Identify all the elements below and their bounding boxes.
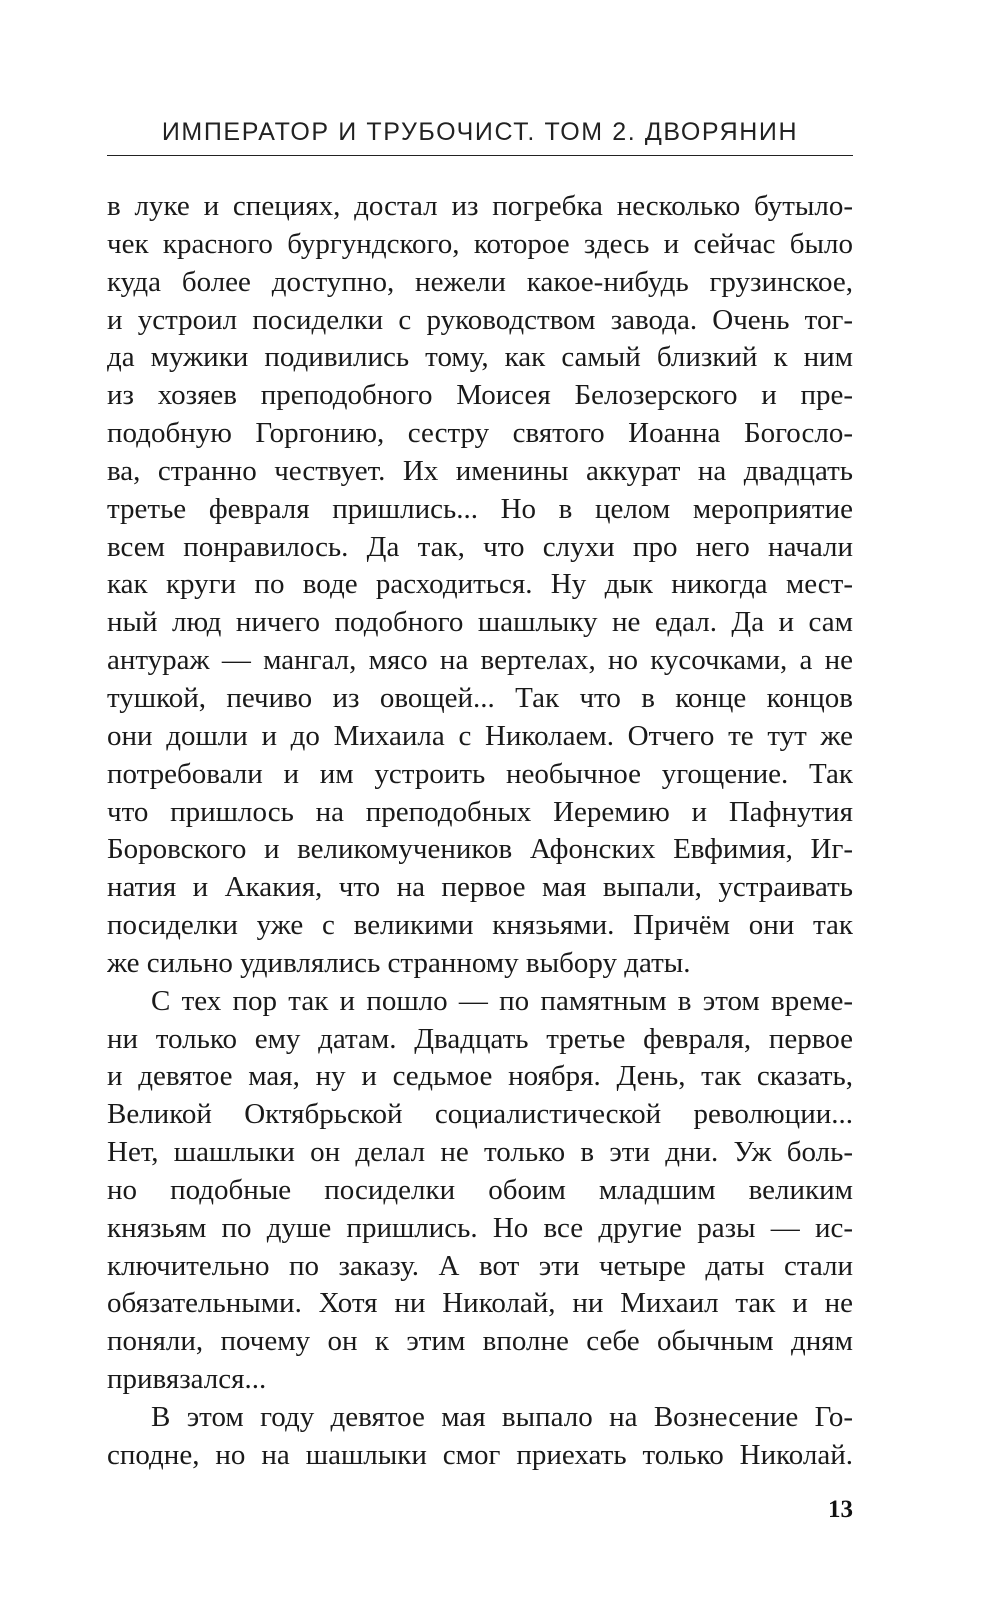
text-line: но подобные посиделки обоим младшим великим bbox=[107, 1173, 853, 1206]
text-line: привязался... bbox=[107, 1363, 267, 1396]
running-head-title: ИМПЕРАТОР И ТРУБОЧИСТ. ТОМ 2. ДВОРЯНИН bbox=[161, 118, 799, 146]
text-line: Нет, шашлыки он делал не только в эти дни. Уж боль- bbox=[107, 1136, 853, 1169]
text-line: натия и Акакия, что на первое мая выпали, устраивать bbox=[107, 871, 853, 904]
text-line: из хозяев преподобного Моисея Белозерского и пре- bbox=[107, 379, 853, 412]
header-rule bbox=[107, 155, 853, 156]
text-line: ни только ему датам. Двадцать третье февраля, первое bbox=[107, 1022, 853, 1055]
text-line: поняли, почему он к этим вполне себе обычным дням bbox=[107, 1325, 853, 1358]
text-line: что пришлось на преподобных Иеремию и Пафнутия bbox=[107, 795, 853, 828]
text-line: ный люд ничего подобного шашлыку не едал. Да и сам bbox=[107, 606, 853, 639]
text-line: и устроил посиделки с руководством завода. Очень тог- bbox=[107, 303, 853, 336]
text-line: да мужики подивились тому, как самый близкий к ним bbox=[107, 341, 853, 374]
body-text bbox=[107, 188, 853, 1475]
text-line: чек красного бургундского, которое здесь и сейчас было bbox=[107, 227, 853, 260]
text-line: третье февраля пришлись... Но в целом мероприятие bbox=[107, 492, 853, 525]
text-line: Великой Октябрьской социалистической революции... bbox=[107, 1098, 853, 1131]
text-line: ключительно по заказу. А вот эти четыре даты стали bbox=[107, 1249, 853, 1282]
paragraph-first-line: В этом году девятое мая выпало на Вознесение Го- bbox=[151, 1401, 853, 1433]
text-line: Боровского и великомучеников Афонских Евфимия, Иг- bbox=[107, 833, 853, 866]
text-line: в луке и специях, достал из погребка несколько бутыло- bbox=[107, 190, 853, 222]
text-line: потребовали и им устроить необычное угощение. Так bbox=[107, 757, 853, 790]
text-line: они дошли и до Михаила с Николаем. Отчего те тут же bbox=[107, 719, 853, 752]
text-line: обязательными. Хотя ни Николай, ни Михаил так и не bbox=[107, 1287, 853, 1320]
text-line: как круги по воде расходиться. Ну дык никогда мест- bbox=[107, 568, 853, 601]
paragraph-first-line: С тех пор так и пошло — по памятным в этом време- bbox=[151, 984, 853, 1017]
text-line: тушкой, печиво из овощей... Так что в конце концов bbox=[107, 681, 853, 714]
text-line: подобную Горгонию, сестру святого Иоанна Богосло- bbox=[107, 417, 853, 450]
text-line: же сильно удивлялись странному выбору даты. bbox=[107, 946, 691, 979]
text-line: всем понравилось. Да так, что слухи про него начали bbox=[107, 530, 853, 563]
text-line: ва, странно чествует. Их именины аккурат на двадцать bbox=[107, 454, 853, 487]
text-line: и девятое мая, ну и седьмое ноября. День, так сказать, bbox=[107, 1060, 853, 1093]
text-line: князьям по душе пришлись. Но все другие разы — ис- bbox=[107, 1211, 853, 1244]
text-line: куда более доступно, нежели какое-нибудь грузинское, bbox=[107, 265, 853, 298]
page-number: 13 bbox=[828, 1496, 853, 1523]
text-line: антураж — мангал, мясо на вертелах, но кусочками, а не bbox=[107, 644, 853, 677]
text-line: посиделки уже с великими князьями. Причём они так bbox=[107, 909, 853, 942]
text-line: сподне, но на шашлыки смог приехать только Николай. bbox=[107, 1438, 853, 1471]
